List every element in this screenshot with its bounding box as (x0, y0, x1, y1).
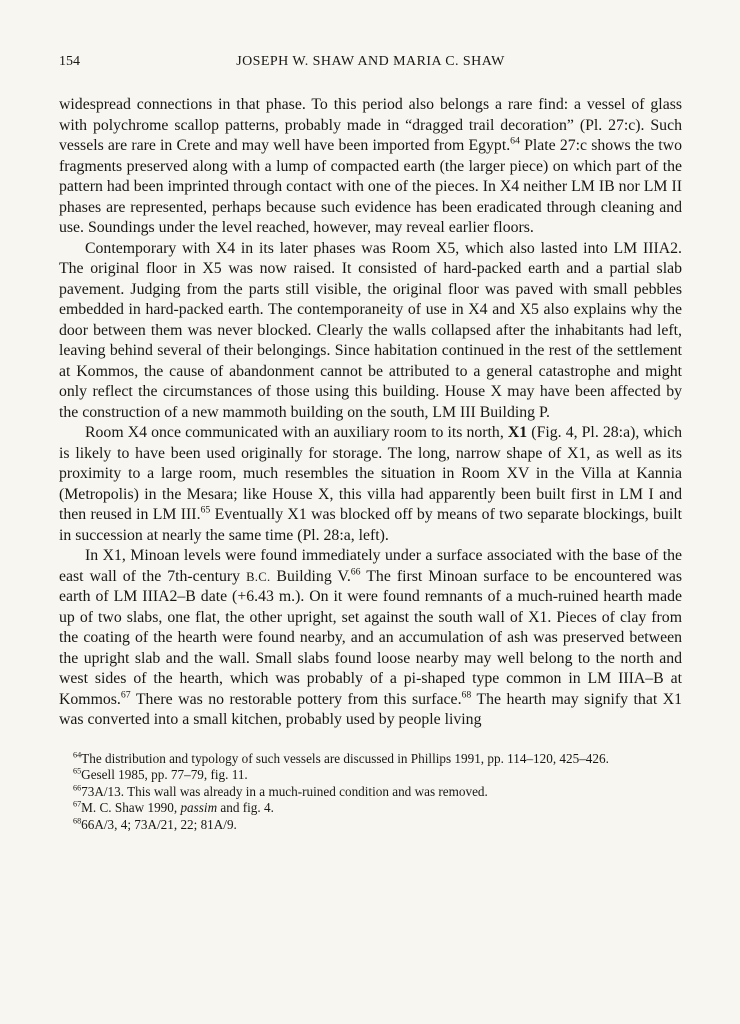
body-paragraph (59, 423, 682, 546)
text-run: Eventually X1 was blocked off by means of two separate blockings, built in succession at nearly the same time (Pl. 28:a, left). (59, 506, 682, 544)
footnote-ref: 67 (120, 689, 131, 701)
footnote (59, 751, 682, 768)
footnotes-section (59, 751, 682, 834)
footnote-ref: 65 (73, 766, 82, 776)
text-run: Plate 27:c shows the two fragments preserved along with a lump of compacted earth (the larger piece) on which part of the pattern had been imprinted through contact with one of the pieces. In X4 neither LM IB nor LM II phases are represented, perhaps because such evidence has been eradicated through cleaning and use. Soundings under the level reached, however, may reveal earlier floors. (59, 137, 682, 236)
body-paragraph (59, 546, 682, 731)
footnote (59, 800, 682, 817)
text-run: B.C. (246, 569, 271, 584)
text-run: The first Minoan surface to be encountered was earth of LM IIIA2–B date (+6.43 m.). On it were found remnants of a much-ruined hearth made up of two slabs, one flat, the other upright, set against the south wall of X1. Pieces of clay from the coating of the hearth were found nearby, and an accumulation of ash was preserved between the upright slab and the wall. Small slabs found loose nearby may well belong to the north and west sides of the hearth, which was probably of a pi-shaped type common in LM IIIA–B at Kommos. (59, 567, 682, 708)
text-run: In X1, Minoan levels were found immediately under a surface associated with the base of the east wall of the 7th-century (59, 547, 682, 585)
text-run: Building V. (270, 567, 351, 585)
body-paragraph (59, 239, 682, 424)
footnote-ref: 64 (73, 750, 82, 760)
footnote-ref: 68 (73, 816, 82, 826)
running-head-title: JOSEPH W. SHAW AND MARIA C. SHAW (236, 54, 505, 69)
footnote (59, 817, 682, 834)
footnote-ref: 66 (73, 783, 82, 793)
footnote-ref: 66 (350, 566, 361, 578)
footnote (59, 767, 682, 784)
text-run: Contemporary with X4 in its later phases was Room X5, which also lasted into LM IIIA2. The original floor in X5 was now raised. It consisted of hard-packed earth and a partial slab pavement. Judging from the parts still visible, the original floor was paved with small pebbles embedded in hard-packed earth. The contemporaneity of use in X4 and X5 also explains why the door between them was never blocked. Clearly the walls collapsed after the inhabitants had left, leaving behind several of their belongings. Since habitation continued in the rest of the settlement at Kommos, the cause of abandonment cannot be attributed to a general catastrophe and might only reflect the circumstances of those using this building. House X may have been affected by the construction of a new mammoth building on the south, LM III Building P. (59, 239, 682, 421)
text-run: Gesell 1985, pp. 77–79, fig. 11. (81, 767, 248, 783)
text-run: Room X4 once communicated with an auxiliary room to its north, (85, 424, 508, 441)
text-run: M. C. Shaw 1990, (81, 800, 181, 816)
running-header (59, 54, 682, 74)
footnote (59, 784, 682, 801)
text-run: The hearth may signify that X1 was converted into a small kitchen, probably used by people living (59, 690, 683, 728)
scanned-page (59, 54, 682, 833)
text-run: There was no restorable pottery from this surface. (130, 690, 462, 708)
text-run: 66A/3, 4; 73A/21, 22; 81A/9. (81, 816, 237, 832)
body-text (59, 95, 682, 731)
text-run: 73A/13. This wall was already in a much-ruined condition and was removed. (81, 783, 488, 799)
text-run: and fig. 4. (217, 800, 274, 816)
footnote-ref: 68 (461, 689, 472, 701)
footnote-ref: 67 (73, 799, 82, 809)
body-paragraph (59, 95, 682, 239)
text-run: X1 (507, 424, 528, 441)
text-run: (Fig. 4, Pl. 28:a), which is likely to have been used originally for storage. The long, narrow shape of X1, as well as its proximity to a large room, much resembles the situation in Room XV in the Villa at Kannia (Metropolis) in the Mesara; like House X, this villa had apparently been built first in LM I and then reused in LM III. (59, 424, 682, 523)
text-run: passim (180, 800, 218, 816)
page-number: 154 (59, 54, 80, 69)
text-run: The distribution and typology of such vessels are discussed in Phillips 1991, pp. 114–120, 425–426. (81, 750, 609, 766)
footnote-ref: 65 (200, 504, 211, 516)
text-run: widespread connections in that phase. To this period also belongs a rare find: a vessel of glass with polychrome scallop patterns, probably made in “dragged trail decoration” (Pl. 27:c). Such vessels are rare in Crete and may well have been imported from Egypt. (59, 96, 682, 154)
footnote-ref: 64 (510, 135, 520, 147)
